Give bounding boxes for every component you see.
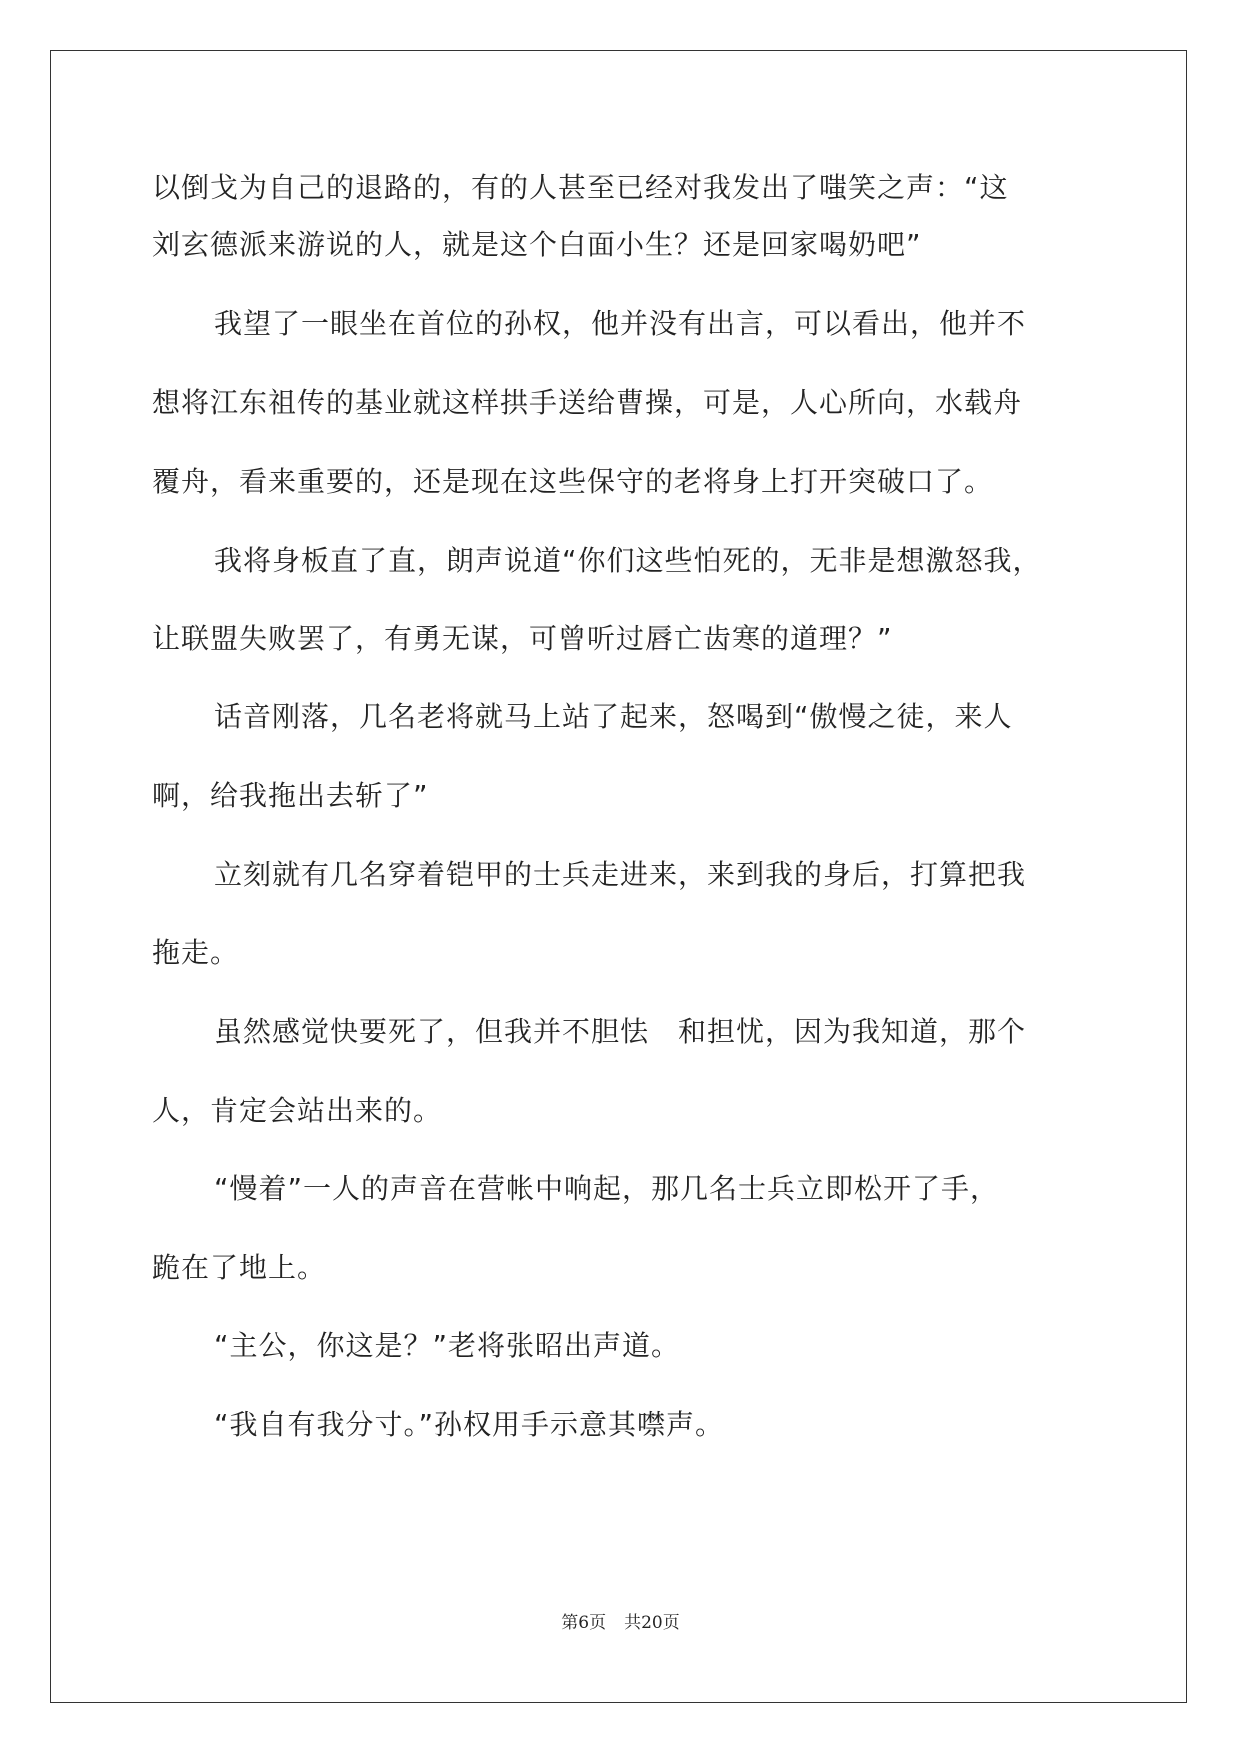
text-line: 拖走。 — [152, 936, 240, 969]
page-number: 第6页 — [561, 1613, 607, 1633]
text-line: 跪在了地上。 — [152, 1251, 327, 1284]
text-line: 想将江东祖传的基业就这样拱手送给曹操，可是，人心所向，水载舟 — [152, 386, 1023, 419]
text-line: 让联盟失败罢了，有勇无谋，可曾听过唇亡齿寒的道理？” — [152, 622, 893, 655]
page-total: 共20页 — [624, 1613, 680, 1633]
text-line: “我自有我分寸。”孙权用手示意其噤声。 — [214, 1408, 725, 1441]
text-line: 立刻就有几名穿着铠甲的士兵走进来，来到我的身后，打算把我 — [214, 858, 1027, 891]
text-line: 覆舟，看来重要的，还是现在这些保守的老将身上打开突破口了。 — [152, 465, 994, 498]
text-line: 我将身板直了直，朗声说道“你们这些怕死的，无非是想激怒我， — [214, 544, 1042, 577]
text-line: 话音刚落，几名老将就马上站了起来，怒喝到“傲慢之徒，来人 — [214, 700, 1013, 733]
page-footer — [0, 1608, 1241, 1633]
text-line: 人，肯定会站出来的。 — [152, 1094, 443, 1127]
text-line: 虽然感觉快要死了，但我并不胆怯 和担忧，因为我知道，那个 — [214, 1015, 1027, 1048]
text-line: “慢着”一人的声音在营帐中响起，那几名士兵立即松开了手， — [214, 1172, 1000, 1205]
text-line: 我望了一眼坐在首位的孙权，他并没有出言，可以看出，他并不 — [214, 307, 1027, 340]
text-line: 刘玄德派来游说的人，就是这个白面小生？还是回家喝奶吧” — [152, 228, 922, 261]
text-line: 啊，给我拖出去斩了” — [152, 779, 429, 812]
text-line: 以倒戈为自己的退路的，有的人甚至已经对我发出了嗤笑之声：“这 — [152, 171, 1009, 204]
text-line: “主公，你这是？”老将张昭出声道。 — [214, 1329, 681, 1362]
